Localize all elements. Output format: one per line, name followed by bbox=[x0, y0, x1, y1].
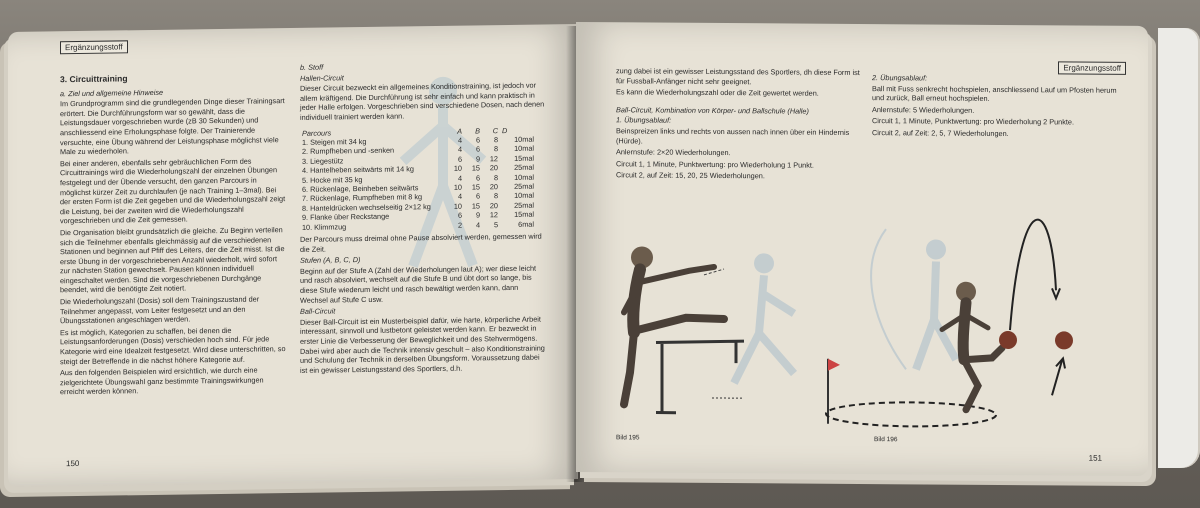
figure-caption: Bild 196 bbox=[874, 436, 898, 444]
table-cell: 15 bbox=[471, 182, 480, 192]
subheading: Ball-Circuit bbox=[300, 306, 336, 317]
table-cell: 3. Liegestütz bbox=[302, 156, 344, 166]
subheading: Ball-Circuit, Kombination von Körper- und Ballschule (Halle) bbox=[616, 105, 809, 116]
table-cell: 8 bbox=[493, 144, 498, 154]
table-cell: 25mal bbox=[514, 162, 534, 173]
page-number: 150 bbox=[66, 458, 80, 469]
table-cell: 6 bbox=[475, 144, 480, 154]
left-page-column-2 bbox=[300, 58, 548, 377]
paragraph: Der Parcours muss dreimal ohne Pause absolviert werden, gemessen wird die Zeit. bbox=[300, 231, 542, 254]
parcours-table bbox=[300, 125, 536, 232]
paragraph: Circuit 2, auf Zeit: 15, 20, 25 Wiederholungen. bbox=[616, 170, 765, 181]
page-number: 151 bbox=[1088, 453, 1102, 463]
table-cell: 4 bbox=[457, 173, 462, 183]
supplement-tag: Ergänzungsstoff bbox=[1058, 61, 1126, 74]
table-cell: 20 bbox=[489, 182, 498, 192]
ghost-figure-illustration bbox=[734, 253, 794, 383]
hurdle-exercise-illustration bbox=[594, 222, 844, 424]
table-cell: 8 bbox=[493, 191, 498, 201]
table-cell: 12 bbox=[489, 153, 498, 164]
subheading: Stufen (A, B, C, D) bbox=[300, 255, 361, 266]
table-cell: 4 bbox=[475, 220, 480, 230]
ball-kick-illustration bbox=[816, 209, 1136, 431]
table-cell: 15mal bbox=[514, 209, 534, 220]
table-cell: 6 bbox=[475, 191, 480, 201]
subheading: b. Stoff bbox=[300, 62, 324, 72]
table-cell: 1. Steigen mit 34 kg bbox=[302, 136, 367, 147]
table-cell: 6 bbox=[475, 172, 480, 183]
table-cell: 9 bbox=[475, 210, 480, 220]
table-header-cell: B bbox=[475, 125, 480, 136]
subheading: 1. Übungsablauf: bbox=[616, 115, 672, 126]
paragraph: Bei einer anderen, ebenfalls sehr gebräuchlichen Form des Circuittrainings wird die Wiederholungszahl der einzelnen Übungen festgelegt und der Übende versucht, den ganzen Parcours in möglichst kürzer Zeit zu durchlaufen (je nach Training 1–3mal). Bei der ersten Form ist die Zeit gegeben und die Wiederholungszahl zeigt die Leistung, bei der zweiten wird die Wiederholungszahl vorgeschrieben und die Zeit gemessen. bbox=[60, 156, 286, 226]
table-cell: 9 bbox=[475, 154, 480, 164]
table-header-cell: A bbox=[457, 126, 462, 136]
hurdle bbox=[656, 341, 744, 414]
left-page-column-1 bbox=[60, 72, 286, 399]
paragraph: Anlernstufe: 5 Wiederholungen. bbox=[872, 104, 975, 115]
table-cell: 6 bbox=[475, 135, 480, 145]
paragraph: zung dabei ist ein gewisser Leistungsstand des Sportlers, dh diese Form ist für Fussball-Anfänger nicht sehr geeignet. bbox=[616, 66, 860, 86]
right-page-column-2 bbox=[872, 72, 1124, 141]
table-cell: 7. Rückenlage, Rumpfheben mit 8 kg bbox=[302, 192, 423, 204]
table-cell: 10mal bbox=[514, 191, 534, 201]
table-cell: 9. Flanke über Reckstange bbox=[302, 211, 390, 223]
right-page-column-1 bbox=[616, 66, 864, 184]
table-cell: 10mal bbox=[514, 172, 534, 182]
paragraph: Dieser Ball-Circuit ist ein Musterbeispiel dafür, wie harte, körperliche Arbeit interessant, sinnvoll und lustbetont geleistet werden kann. Er bezweckt in erster Linie die Verbesserung der Beweglichkeit und des Stehvermögens. Dabei wird aber auch die Technik intensiv geschult – also Konditionstraining und Schulung der Technik in derselben Übungsform. Voraussetzung dabei ist ein gewisser Leistungsstand des Sportlers, d.h. bbox=[300, 314, 545, 375]
table-cell: 6mal bbox=[518, 219, 534, 229]
paragraph: Anlernstufe: 2×20 Wiederholungen. bbox=[616, 147, 731, 158]
paragraph: Die Wiederholungszahl (Dosis) soll dem Trainingszustand der Teilnehmer angepasst, vom Leiter festgesetzt und an den Übungsstationen angeschlagen werden. bbox=[60, 294, 260, 326]
table-cell: 5. Hocke mit 35 kg bbox=[302, 174, 363, 185]
subheading: Hallen-Circuit bbox=[300, 72, 344, 83]
ball bbox=[1055, 331, 1073, 349]
paragraph: Circuit 1, 1 Minute, Punktwertung: pro Wiederholung 2 Punkte. bbox=[872, 116, 1074, 127]
table-cell: 8 bbox=[493, 135, 498, 145]
paragraph: Dieser Circuit bezweckt ein allgemeines Konditionstraining, ist jedoch vor allem kräftigend. Die Durchführung ist sehr einfach und kann praktisch in jeder Halle erfolgen. Vorgeschrieben sind verschiedene Dosen, nach denen individuell trainiert werden kann. bbox=[300, 80, 545, 122]
paragraph: Im Grundprogramm sind die grundlegenden Dinge dieser Trainingsart erörtert. Die Durchführungsform war so gewählt, dass die Leistungsdauer vorgeschrieben wurde (zB 30 Sekunden) und anschliessend eine Erholungsphase folgte. Der Trainierende versuchte, eine Übung während der Leistungsphase möglichst viele Male zu wiederholen. bbox=[60, 96, 285, 157]
table-cell: 8 bbox=[493, 172, 498, 182]
book-back-cover-edge bbox=[1158, 28, 1200, 468]
table-header-cell: Parcours bbox=[302, 128, 332, 138]
table-cell: 4 bbox=[457, 135, 462, 145]
table-cell: 20 bbox=[489, 163, 498, 173]
table-cell: 10mal bbox=[514, 144, 534, 154]
paragraph: Es kann die Wiederholungszahl oder die Zeit gewertet werden. bbox=[616, 87, 819, 98]
ball-trajectory bbox=[1010, 219, 1056, 330]
table-header-cell: D bbox=[502, 125, 508, 135]
table-cell: 6 bbox=[457, 210, 462, 220]
paragraph: Beinspreizen links und rechts von aussen nach innen über ein Hindernis (Hürde). bbox=[616, 126, 850, 146]
figure-caption: Bild 195 bbox=[616, 434, 640, 442]
table-cell: 25mal bbox=[514, 200, 534, 210]
paragraph: Aus den folgenden Beispielen wird ersichtlich, wie durch eine zielgerichtete Übungswahl ganz bestimmte Trainingswirkungen erreicht werden können. bbox=[60, 365, 264, 397]
table-cell: 5 bbox=[493, 219, 498, 229]
table-cell: 10mal bbox=[514, 134, 534, 144]
paragraph: Es ist möglich, Kategorien zu schaffen, bei denen die Leistungsanforderungen (Dosis) verschieden hoch sind. Für jede Kategorie wird eine Idealzeit festgesetzt. Wird diese unterschritten, so steigt der Betreffende in die nächst höhere Kategorie auf. bbox=[60, 325, 286, 366]
table-cell: 15 bbox=[471, 163, 480, 173]
table-cell: 20 bbox=[489, 200, 498, 211]
table-cell: 25mal bbox=[514, 181, 534, 191]
section-heading: 3. Circuittraining bbox=[60, 73, 128, 85]
table-cell: 10 bbox=[453, 163, 462, 173]
table-header-cell: C bbox=[492, 125, 498, 135]
table-cell: 4 bbox=[457, 145, 462, 155]
table-cell: 4. Hantelheben seitwärts mit 14 kg bbox=[302, 164, 414, 176]
left-page bbox=[8, 24, 578, 487]
table-cell: 2 bbox=[457, 220, 462, 230]
table-cell: 10 bbox=[453, 182, 462, 192]
table-cell: 10. Klimmzug bbox=[302, 221, 347, 232]
paragraph: Die Organisation bleibt grundsätzlich die gleiche. Zu Beginn verteilen sich die Teilnehmer ebenfalls gleichmässig auf die verschiedenen Stationen und beginnen auf Pfiff des Leiters, der die Zeit misst. Ist die erste Übung in der vorgeschriebenen Anzahl wiederholt, wird sofort zur nächsten Station gewechselt. Pausen können individuell eingeschaltet werden. Sind die vorgeschriebenen Durchgänge beendet, wird die benötigte Zeit notiert. bbox=[60, 225, 285, 295]
paragraph: Beginn auf der Stufe A (Zahl der Wiederholungen laut A); wer diese leicht und rasch absolviert, wechselt auf die Stufe B und übt dort so lange, bis diese Stufe wiederum leicht und rasch bewältigt werden kann, dann Wechsel auf Stufe C usw. bbox=[300, 263, 537, 305]
supplement-tag: Ergänzungsstoff bbox=[60, 40, 128, 54]
paragraph: Ball mit Fuss senkrecht hochspielen, anschliessend Lauf um Pfosten herum und zurück, Ball erneut hochspielen. bbox=[872, 83, 1117, 104]
table-cell: 6. Rückenlage, Beinheben seitwärts bbox=[302, 183, 419, 194]
ball bbox=[999, 331, 1017, 349]
table-cell: 8. Hanteldrücken wechselseitig 2×12 kg bbox=[302, 201, 431, 213]
table-cell: 10 bbox=[453, 201, 462, 211]
paragraph: Circuit 1, 1 Minute, Punktwertung: pro Wiederholung 1 Punkt. bbox=[616, 159, 814, 170]
table-cell: 2. Rumpfheben und -senken bbox=[302, 145, 395, 157]
table-cell: 4 bbox=[457, 192, 462, 202]
paragraph: Circuit 2, auf Zeit: 2, 5, 7 Wiederholungen. bbox=[872, 128, 1009, 138]
ghost-figure-illustration bbox=[871, 229, 956, 370]
subheading: 2. Übungsablauf: bbox=[872, 73, 928, 83]
subheading: a. Ziel und allgemeine Hinweise bbox=[60, 87, 164, 98]
table-cell: 12 bbox=[489, 210, 498, 220]
table-cell: 15mal bbox=[514, 153, 534, 163]
table-cell: 6 bbox=[457, 154, 462, 164]
table-body bbox=[300, 135, 536, 232]
flag-icon bbox=[828, 359, 840, 371]
right-page bbox=[576, 22, 1148, 476]
table-cell: 15 bbox=[471, 201, 480, 211]
